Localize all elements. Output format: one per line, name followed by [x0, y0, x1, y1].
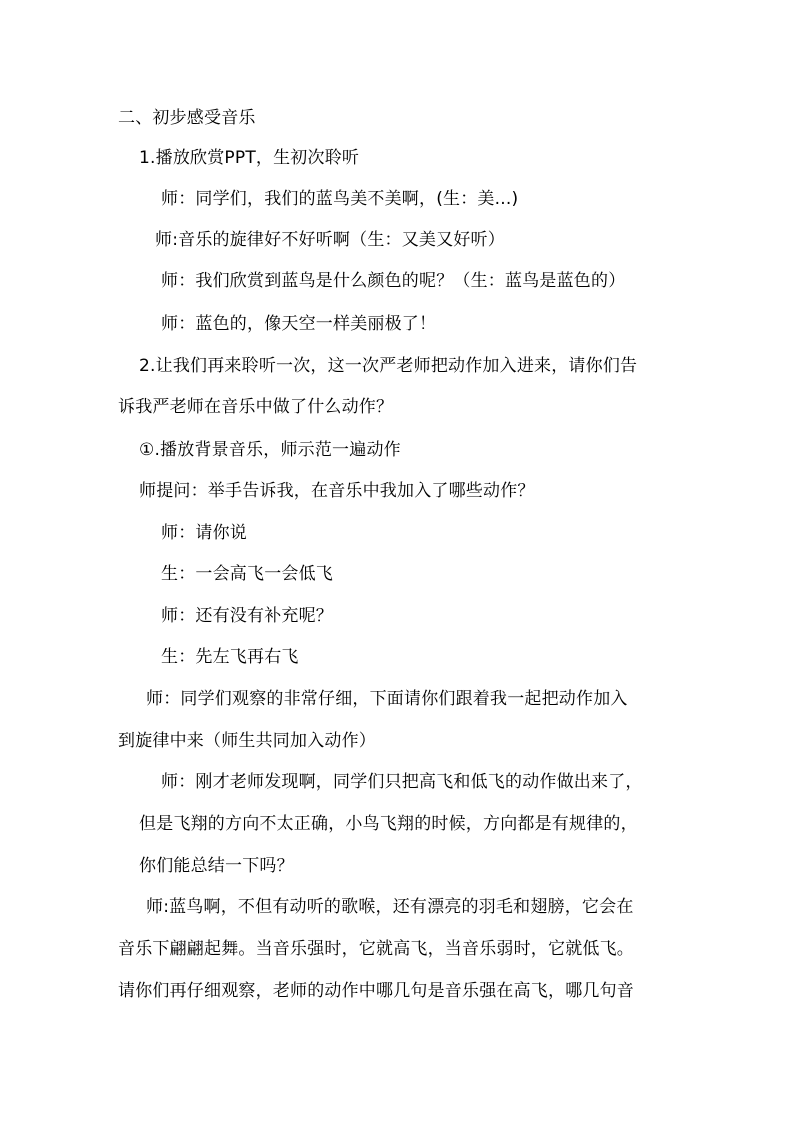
paragraph-line: 师提问：举手告诉我，在音乐中我加入了哪些动作？: [139, 481, 535, 501]
paragraph-line: 师：同学们观察的非常仔细，下面请你们跟着我一起把动作加入: [146, 689, 628, 709]
paragraph-line: 但是飞翔的方向不太正确，小鸟飞翔的时候，方向都是有规律的，: [139, 814, 638, 834]
paragraph-line: 师：我们欣赏到蓝鸟是什么颜色的呢？（生：蓝鸟是蓝色的）: [161, 271, 626, 291]
paragraph-line: 生：一会高飞一会低飞: [161, 564, 333, 584]
paragraph-line: 师:音乐的旋律好不好听啊（生：又美又好听）: [155, 230, 505, 250]
paragraph-line: 1.播放欣赏PPT，生初次聆听: [139, 148, 360, 168]
paragraph-line: 师：同学们，我们的蓝鸟美不美啊，(生：美...): [161, 189, 519, 209]
paragraph-line: ①.播放背景音乐，师示范一遍动作: [139, 440, 401, 460]
paragraph-line: 师:蓝鸟啊，不但有动听的歌喉，还有漂亮的羽毛和翅膀，它会在: [146, 897, 634, 917]
paragraph-line: 请你们再仔细观察，老师的动作中哪几句是音乐强在高飞，哪几句音: [118, 981, 634, 1001]
paragraph-line: 师：蓝色的，像天空一样美丽极了！: [161, 314, 437, 334]
section-heading: 二、初步感受音乐: [118, 108, 256, 128]
paragraph-line: 师：还有没有补充呢？: [161, 606, 333, 626]
paragraph-line: 师：请你说: [161, 523, 247, 543]
paragraph-line: 你们能总结一下吗？: [139, 856, 294, 876]
paragraph-line: 2.让我们再来聆听一次，这一次严老师把动作加入进来，请你们告: [139, 356, 638, 376]
paragraph-line: 诉我严老师在音乐中做了什么动作？: [118, 397, 394, 417]
paragraph-line: 师：刚才老师发现啊，同学们只把高飞和低飞的动作做出来了，: [161, 772, 643, 792]
paragraph-line: 生：先左飞再右飞: [161, 647, 299, 667]
paragraph-line: 音乐下翩翩起舞。当音乐强时，它就高飞，当音乐弱时，它就低飞。: [118, 939, 634, 959]
paragraph-line: 到旋律中来（师生共同加入动作）: [118, 731, 376, 751]
